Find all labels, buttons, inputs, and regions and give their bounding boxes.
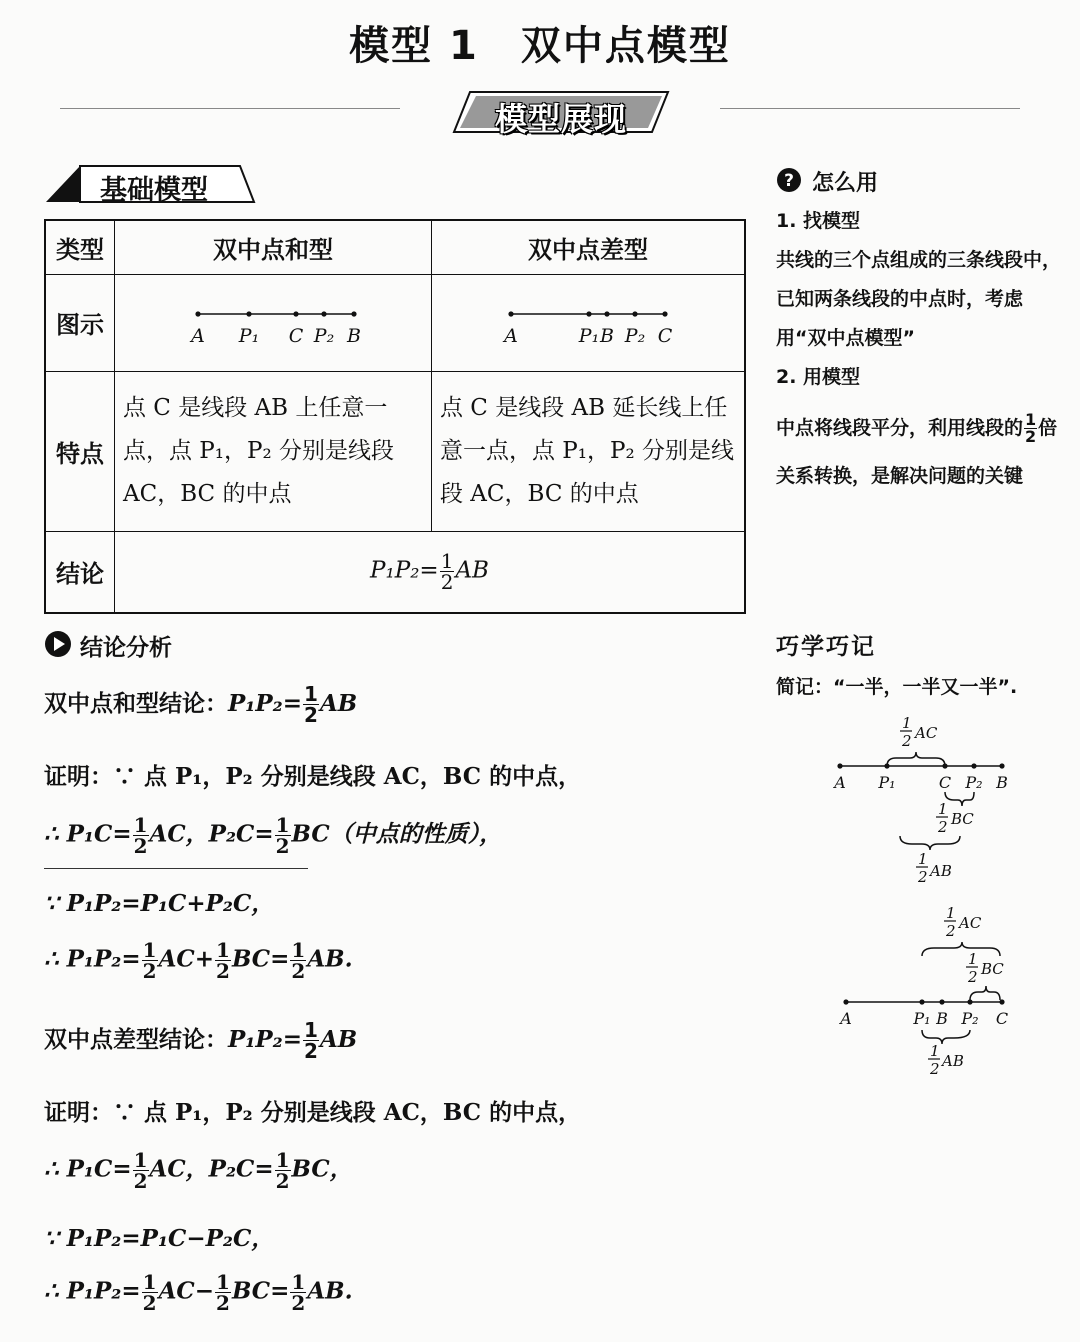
play-icon xyxy=(44,630,72,658)
figure-sum xyxy=(115,274,432,371)
math: ∴ P₁C= xyxy=(44,820,132,848)
point-label: C xyxy=(995,1009,1009,1028)
tips-text: 简记：“一半，一半又一半”. xyxy=(776,676,1018,698)
segment-point xyxy=(919,999,924,1004)
frac-label-top-num: 1 xyxy=(946,904,956,922)
proof-label: 证明： xyxy=(44,764,113,790)
segment-point xyxy=(967,999,972,1004)
math: BC= xyxy=(231,1277,290,1305)
segment-point xyxy=(604,311,609,316)
math: AC− xyxy=(158,1277,215,1305)
fraction xyxy=(303,684,319,725)
frac-label-mid-num: 1 xyxy=(968,950,978,968)
row-label-feature: 特点 xyxy=(45,371,115,531)
step2-text-a: 中点将线段平分，利用线段的 xyxy=(776,417,1024,439)
sum-proof-line-4 xyxy=(44,940,353,981)
feature-sum xyxy=(115,371,432,531)
point-label: P₁ xyxy=(578,324,600,347)
divider-right xyxy=(720,108,1020,109)
diff-proof-line-1 xyxy=(44,1094,581,1127)
page-title: 模型 1 双中点模型 xyxy=(349,23,731,69)
segment-point xyxy=(971,763,976,768)
fraction-den: 2 xyxy=(291,1291,306,1315)
point-label: A xyxy=(191,324,205,347)
segment-point xyxy=(999,763,1004,768)
math: ∴ P₁C= xyxy=(44,1155,132,1183)
diff-proof-line-4 xyxy=(44,1272,353,1313)
diff-conclusion-label: 双中点差型结论： xyxy=(44,1027,228,1053)
frac-label-bot-den: 2 xyxy=(930,1060,940,1078)
fraction xyxy=(290,940,306,981)
row-label-conclusion: 结论 xyxy=(45,531,115,613)
segment-point xyxy=(246,311,251,316)
fraction-num: 1 xyxy=(142,938,157,962)
segment-point xyxy=(662,311,667,316)
header-type: 类型 xyxy=(45,220,115,274)
math: ∴ P₁P₂= xyxy=(44,1277,141,1305)
fraction-den: 2 xyxy=(216,1291,230,1315)
fig1-top-label: AC xyxy=(915,724,938,742)
step1-text: 共线的三个点组成的三条线段中，已知两条线段的中点时，考虑用“双中点模型” xyxy=(776,249,1062,349)
brace-mid xyxy=(970,986,1000,1000)
sum-segment-diagram xyxy=(116,276,430,366)
fraction-num: 1 xyxy=(291,938,306,962)
math: BC= xyxy=(231,945,290,973)
point-label: B xyxy=(347,324,361,347)
header-diff-type: 双中点差型 xyxy=(432,220,746,274)
fraction xyxy=(133,1150,149,1191)
brace-bottom xyxy=(900,836,960,850)
fraction xyxy=(142,940,158,981)
brace-mid xyxy=(945,792,974,806)
fraction xyxy=(303,1020,319,1061)
point-label: P₂ xyxy=(624,324,646,347)
feature-diff-line: 意一点，点 P₁，P₂ 分别是线 xyxy=(440,437,735,464)
tips-figure-2 xyxy=(830,900,1020,1090)
point-label: P₁ xyxy=(913,1009,931,1028)
point-label: B xyxy=(936,1009,948,1028)
segment-point xyxy=(999,999,1004,1004)
fraction xyxy=(142,1272,158,1313)
point-label: B xyxy=(600,324,614,347)
table-row-figure xyxy=(45,274,745,371)
segment-point xyxy=(293,311,298,316)
header-sum-type: 双中点和型 xyxy=(115,220,432,274)
analysis-title: 结论分析 xyxy=(80,635,172,661)
math: AC+ xyxy=(158,945,215,973)
frac-label-bot-den: 2 xyxy=(918,868,928,886)
point-label: P₂ xyxy=(965,773,983,792)
fraction-num: 1 xyxy=(133,813,148,837)
feature-diff xyxy=(432,371,746,531)
segment-point xyxy=(321,311,326,316)
fig2-mid-label: BC xyxy=(981,960,1004,978)
diff-proof-line-3: ∵ P₁P₂=P₁C−P₂C， xyxy=(44,1225,275,1252)
fraction-num: 1 xyxy=(142,1270,157,1294)
how-to-use-title: 怎么用 xyxy=(812,171,879,196)
fraction-num: 1 xyxy=(216,1270,230,1294)
fraction-num: 1 xyxy=(275,813,290,837)
fraction-num: 1 xyxy=(1025,410,1037,429)
tips-figure-1 xyxy=(830,706,1020,896)
segment-point xyxy=(632,311,637,316)
point-label: B xyxy=(996,773,1008,792)
fraction-den: 2 xyxy=(1025,427,1037,446)
fraction-num: 1 xyxy=(304,682,318,706)
point-label: P₂ xyxy=(313,324,335,347)
proof-text: ∵ 点 P₁，P₂ 分别是线段 AC，BC 的中点， xyxy=(113,1099,582,1126)
fraction xyxy=(133,815,149,856)
fraction-den: 2 xyxy=(291,959,306,983)
frac-label-bot-num: 1 xyxy=(930,1042,940,1060)
math: AB. xyxy=(307,1277,353,1305)
segment-point xyxy=(939,999,944,1004)
frac-label-top-den: 2 xyxy=(902,732,912,750)
segment-point xyxy=(195,311,200,316)
fraction xyxy=(440,549,455,595)
figure-diff xyxy=(432,274,746,371)
table-row-feature xyxy=(45,371,745,531)
fraction xyxy=(1024,412,1037,445)
fraction-num: 1 xyxy=(275,1148,290,1172)
diff-conclusion xyxy=(44,1020,357,1061)
conclusion-formula xyxy=(115,531,746,613)
segment-point xyxy=(586,311,591,316)
sum-conclusion-label: 双中点和型结论： xyxy=(44,691,228,717)
segment-point xyxy=(884,763,889,768)
row-label-figure: 图示 xyxy=(45,274,115,371)
frac-label-mid-den: 2 xyxy=(938,818,948,836)
fraction-den: 2 xyxy=(216,959,230,983)
fig2-top-label: AC xyxy=(959,914,982,932)
segment-point xyxy=(351,311,356,316)
frac-label-top-num: 1 xyxy=(902,714,912,732)
fig1-bottom-label: AB xyxy=(930,862,952,880)
proof-text: ∵ 点 P₁，P₂ 分别是线段 AC，BC 的中点， xyxy=(113,763,582,790)
math: P₁P₂= xyxy=(228,690,303,717)
feature-sum-line: 点 C 是线段 AB 上任意一 xyxy=(123,394,388,421)
point-label: A xyxy=(504,324,518,347)
math: AB. xyxy=(307,945,353,973)
fraction-num: 1 xyxy=(291,1270,306,1294)
math: BC， xyxy=(291,1155,353,1183)
step1-title: 1. 找模型 xyxy=(776,210,861,232)
question-icon xyxy=(776,167,802,193)
point-label: P₂ xyxy=(961,1009,979,1028)
diff-segment-diagram xyxy=(433,276,743,366)
model-table xyxy=(44,219,746,614)
frac-label-top-den: 2 xyxy=(946,922,956,940)
fraction-num: 1 xyxy=(440,549,454,574)
math: AC，P₂C= xyxy=(149,1155,274,1183)
fraction-den: 2 xyxy=(275,1169,290,1193)
table-row-conclusion xyxy=(45,531,745,613)
fraction xyxy=(275,815,291,856)
fraction-den: 2 xyxy=(304,1039,318,1063)
divider-left xyxy=(60,108,400,109)
fig2-bottom-label: AB xyxy=(942,1052,964,1070)
step2-text-b: 倍关系转换，是解决问题的关键 xyxy=(776,417,1058,487)
feature-sum-line: 点，点 P₁，P₂ 分别是线段 xyxy=(123,437,395,464)
feature-diff-line: 段 AC，BC 的中点 xyxy=(440,480,639,507)
point-label: A xyxy=(840,1009,852,1028)
table-header-row xyxy=(45,220,745,274)
tips-title: 巧学巧记 xyxy=(776,634,876,660)
math: AB xyxy=(319,690,358,717)
sum-conclusion xyxy=(44,684,357,725)
step2-text xyxy=(776,404,1072,500)
underline xyxy=(44,868,308,869)
fraction xyxy=(275,1150,291,1191)
segment-point xyxy=(942,763,947,768)
point-label: C xyxy=(657,324,673,347)
fraction-den: 2 xyxy=(304,703,318,727)
math: AC，P₂C= xyxy=(149,820,274,848)
svg-text:?: ? xyxy=(784,171,794,191)
math: P₁P₂= xyxy=(228,1026,303,1053)
frac-label-mid-den: 2 xyxy=(968,968,978,986)
fraction xyxy=(290,1272,306,1313)
section-title: 基础模型 xyxy=(100,175,208,206)
segment-point xyxy=(843,999,848,1004)
point-label: P₁ xyxy=(878,773,896,792)
math: AB xyxy=(319,1026,358,1053)
feature-sum-line: AC，BC 的中点 xyxy=(123,480,292,507)
fraction-den: 2 xyxy=(133,834,148,858)
sum-proof-line-1 xyxy=(44,758,581,791)
math: ∴ P₁P₂= xyxy=(44,945,141,973)
fraction-den: 2 xyxy=(133,1169,148,1193)
fraction xyxy=(215,1272,231,1313)
point-label: C xyxy=(288,324,304,347)
conclusion-lhs: P₁P₂= xyxy=(370,557,439,584)
segment-point xyxy=(508,311,513,316)
conclusion-rhs: AB xyxy=(455,557,489,584)
banner-title: 模型展现 xyxy=(494,100,627,138)
brace-top xyxy=(922,942,1000,956)
point-label: A xyxy=(834,773,846,792)
segment-point xyxy=(837,763,842,768)
fraction xyxy=(215,940,231,981)
fraction-den: 2 xyxy=(142,1291,157,1315)
fraction-num: 1 xyxy=(133,1148,148,1172)
proof-label: 证明： xyxy=(44,1100,113,1126)
frac-label-mid-num: 1 xyxy=(938,800,948,818)
fraction-den: 2 xyxy=(440,570,454,595)
brace-top xyxy=(887,752,945,766)
math: BC（中点的性质）， xyxy=(291,820,503,848)
fraction-den: 2 xyxy=(142,959,157,983)
feature-diff-line: 点 C 是线段 AB 延长线上任 xyxy=(440,394,728,421)
frac-label-bot-num: 1 xyxy=(918,850,928,868)
sum-proof-line-3: ∵ P₁P₂=P₁C+P₂C， xyxy=(44,890,275,917)
step2-title: 2. 用模型 xyxy=(776,366,861,388)
point-label: C xyxy=(938,773,952,792)
point-label: P₁ xyxy=(238,324,260,347)
sum-proof-line-2 xyxy=(44,815,502,856)
diff-proof-line-2 xyxy=(44,1150,353,1191)
fraction-num: 1 xyxy=(304,1018,318,1042)
fig1-mid-label: BC xyxy=(951,810,974,828)
fraction-num: 1 xyxy=(216,938,230,962)
fraction-den: 2 xyxy=(275,834,290,858)
